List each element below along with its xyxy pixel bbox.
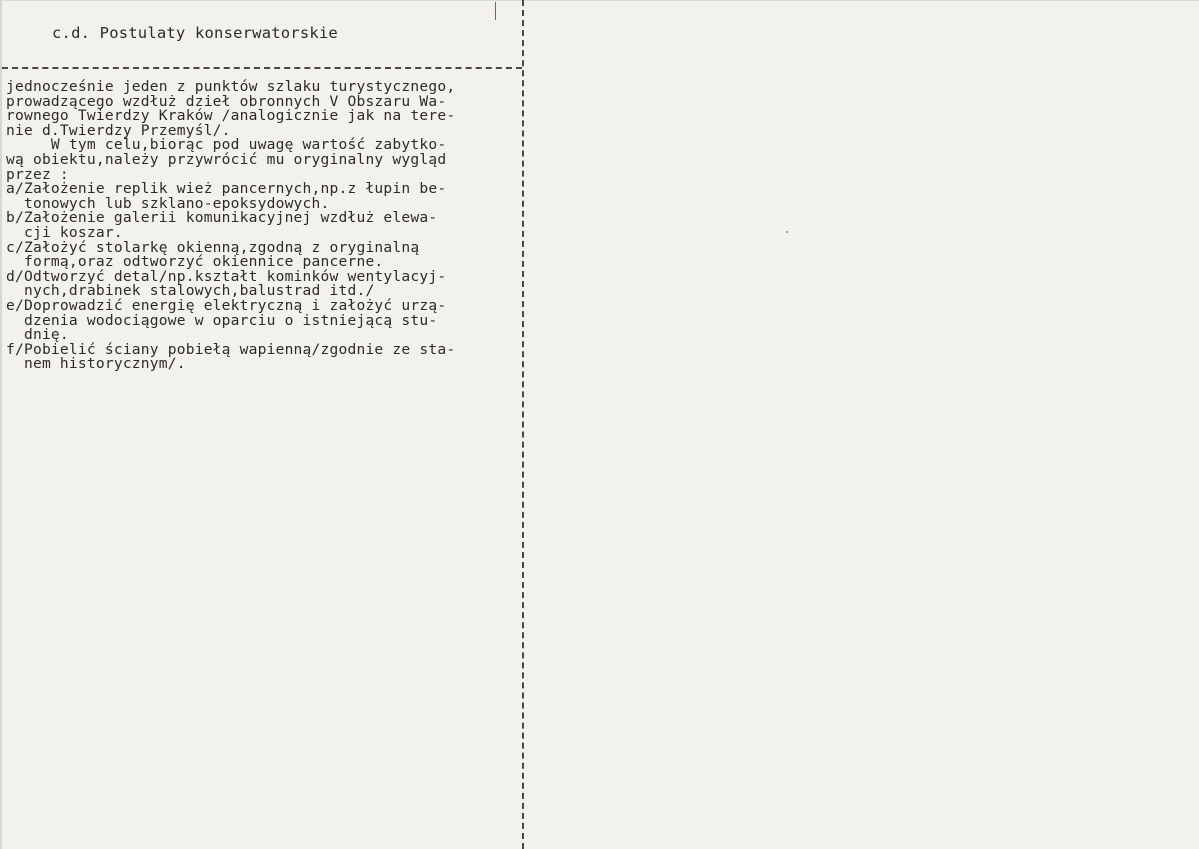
body-line: c/Założyć stolarkę okienną,zgodną z oryginalną <box>6 238 420 256</box>
body-line: jednocześnie jeden z punktów szlaku turystycznego, <box>6 78 456 95</box>
body-line: dnię. <box>6 326 69 344</box>
paper-speck <box>786 231 788 233</box>
body-line: dzenia wodociągowe w oparciu o istniejącą stu- <box>6 311 438 329</box>
body-line: f/Pobielić ściany pobiełą wapienną/zgodnie ze sta- <box>6 340 456 358</box>
body-line: cji koszar. <box>6 223 123 241</box>
body-line: nych,drabinek stalowych,balustrad itd./ <box>6 282 375 300</box>
body-line: przez : <box>6 165 69 183</box>
top-tick-mark <box>495 2 496 20</box>
typewritten-body <box>6 80 526 372</box>
body-line: W tym celu,biorąc pod uwagę wartość zabytko- <box>6 136 447 154</box>
body-line: formą,oraz odtworzyć okiennice pancerne. <box>6 253 384 271</box>
horizontal-dashed-rule <box>2 67 522 69</box>
body-line: nem historycznym/. <box>6 355 186 373</box>
body-line: nie d.Twierdzy Przemyśl/. <box>6 121 231 139</box>
body-line: prowadzącego wzdłuż dzieł obronnych V Obszaru Wa- <box>6 92 447 110</box>
page-header-title: c.d. Postulaty konserwatorskie <box>52 24 338 42</box>
body-line: e/Doprowadzić energię elektryczną i założyć urzą- <box>6 296 447 314</box>
body-line: rownego Twierdzy Kraków /analogicznie jak na tere- <box>6 107 456 125</box>
body-line: wą obiektu,należy przywrócić mu oryginalny wygląd <box>6 150 447 168</box>
body-line: tonowych lub szklano-epoksydowych. <box>6 194 330 212</box>
body-line: a/Założenie replik wież pancernych,np.z łupin be- <box>6 180 447 198</box>
body-line: b/Założenie galerii komunikacyjnej wzdłuż elewa- <box>6 209 438 227</box>
body-line: d/Odtworzyć detal/np.kształt kominków wentylacyj- <box>6 267 447 285</box>
